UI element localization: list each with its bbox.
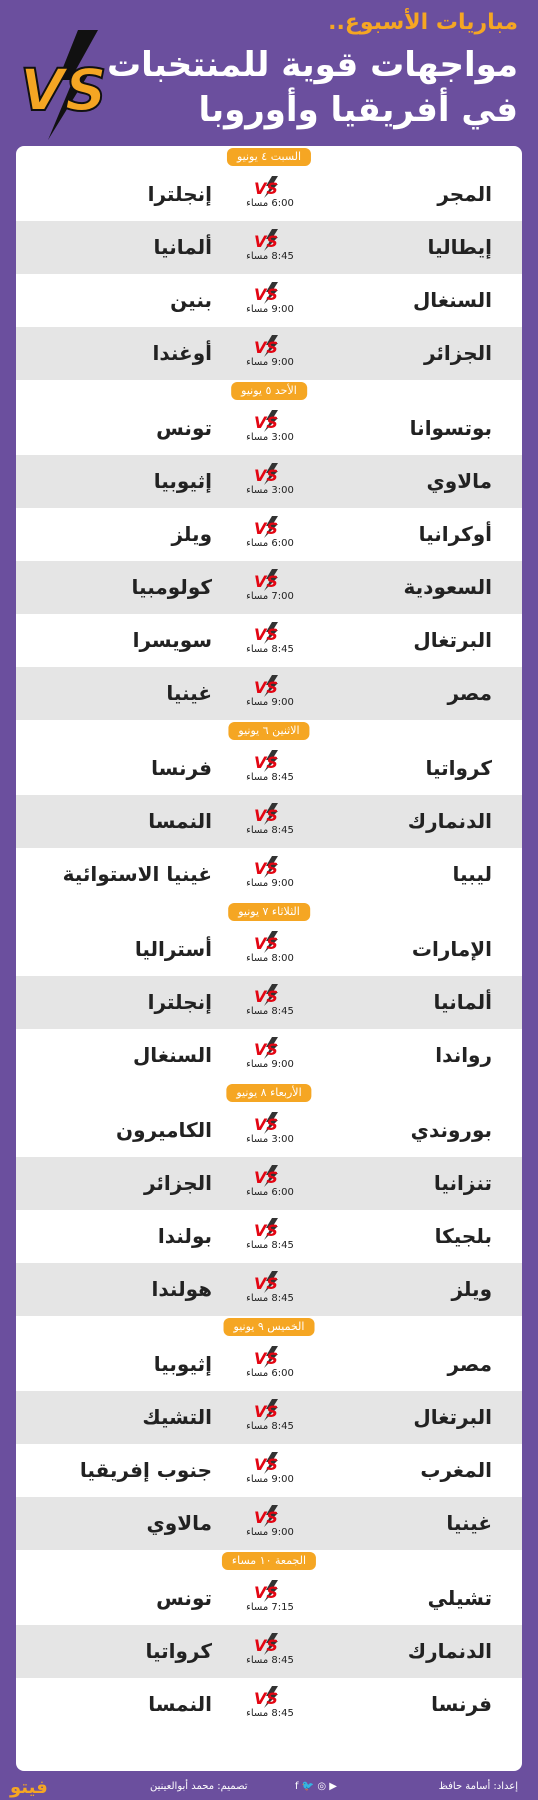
home-team: السعودية [403,575,492,599]
away-team: الكاميرون [116,1118,212,1142]
day-label: الأحد ٥ يونيو [231,382,307,400]
match-time: 3:00 مساء [246,432,294,443]
match-row [16,742,522,795]
away-team: النمسا [148,809,212,833]
day-label: السبت ٤ يونيو [227,148,311,166]
match-time: 7:00 مساء [246,591,294,602]
home-team: ليبيا [452,862,492,886]
svg-text:VS: VS [254,179,278,198]
vs-icon [252,1037,288,1059]
home-team: ويلز [451,1277,492,1301]
match-row [16,1678,522,1731]
away-team: ألمانيا [153,235,212,259]
svg-text:VS: VS [254,1636,278,1655]
home-team: الدنمارك [407,1639,492,1663]
away-team: إنجلترا [147,182,212,206]
match-row [16,1157,522,1210]
away-team: إثيوبيا [153,1352,212,1376]
vs-icon [252,229,288,251]
designer-credit: تصميم: محمد أبوالعينين [150,1781,248,1792]
home-team: كرواتيا [425,756,492,780]
svg-text:VS: VS [254,806,278,825]
match-time: 9:00 مساء [246,1474,294,1485]
home-team: بلجيكا [434,1224,492,1248]
home-team: ألمانيا [433,990,492,1014]
match-row [16,327,522,380]
svg-text:VS: VS [254,1274,278,1293]
away-team: كولومبيا [131,575,212,599]
away-team: النمسا [148,1692,212,1716]
home-team: إيطاليا [427,235,492,259]
vs-icon [252,675,288,697]
match-time: 8:45 مساء [246,772,294,783]
vs-icon [252,803,288,825]
home-team: غينيا [446,1511,492,1535]
day-matches [16,1104,522,1316]
vs-icon [252,1399,288,1421]
vs-icon [252,1218,288,1240]
match-row [16,1029,522,1082]
vs-icon [252,410,288,432]
home-team: البرتغال [413,628,492,652]
match-row [16,1572,522,1625]
vs-icon [252,463,288,485]
header [0,0,538,150]
svg-text:VS: VS [254,285,278,304]
match-row [16,1497,522,1550]
svg-text:VS: VS [254,1349,278,1368]
match-time: 3:00 مساء [246,485,294,496]
svg-text:VS: VS [254,678,278,697]
match-time: 8:45 مساء [246,1421,294,1432]
match-row [16,1391,522,1444]
vs-icon [252,569,288,591]
home-team: مصر [447,1352,492,1376]
away-team: كرواتيا [145,1639,212,1663]
match-time: 9:00 مساء [246,697,294,708]
day-matches [16,1572,522,1731]
day-header [16,720,522,742]
away-team: أوغندا [152,341,212,365]
match-row [16,923,522,976]
match-row [16,1625,522,1678]
day-header [16,380,522,402]
away-team: أستراليا [134,937,212,961]
svg-text:VS: VS [20,56,107,124]
svg-text:VS: VS [254,413,278,432]
home-team: الدنمارك [407,809,492,833]
svg-text:VS: VS [254,1221,278,1240]
match-time: 7:15 مساء [246,1602,294,1613]
away-team: ويلز [171,522,212,546]
match-time: 9:00 مساء [246,304,294,315]
vs-icon [252,984,288,1006]
matches-panel [16,146,522,1771]
day-header [16,1082,522,1104]
day-header [16,146,522,168]
vs-icon [252,1271,288,1293]
facebook-icon: f [295,1781,299,1792]
away-team: التشيك [142,1405,212,1429]
home-team: المجر [437,182,492,206]
home-team: المغرب [420,1458,492,1482]
home-team: السنغال [412,288,492,312]
vs-icon [252,856,288,878]
match-row [16,221,522,274]
header-kicker: مباريات الأسبوع.. [328,10,518,35]
youtube-icon: ▶ [329,1781,337,1792]
away-team: جنوب إفريقيا [79,1458,212,1482]
home-team: مالاوي [426,469,492,493]
svg-text:VS: VS [254,1402,278,1421]
away-team: إثيوبيا [153,469,212,493]
header-title-line1: مواجهات قوية للمنتخبات [106,45,518,85]
away-team: غينيا الاستوائية [62,862,212,886]
svg-text:VS: VS [254,625,278,644]
svg-text:VS: VS [254,987,278,1006]
match-time: 8:45 مساء [246,1006,294,1017]
svg-text:VS: VS [254,1115,278,1134]
vs-icon [252,1580,288,1602]
match-time: 9:00 مساء [246,878,294,889]
match-row [16,1104,522,1157]
home-team: الإمارات [411,937,492,961]
away-team: الجزائر [143,1171,212,1195]
match-row [16,614,522,667]
home-team: بوتسوانا [409,416,492,440]
vs-icon [252,1346,288,1368]
match-row [16,976,522,1029]
match-time: 9:00 مساء [246,1059,294,1070]
day-matches [16,742,522,901]
match-time: 8:00 مساء [246,953,294,964]
match-row [16,1444,522,1497]
day-label: الاثنين ٦ يونيو [228,722,309,740]
svg-text:VS: VS [254,1455,278,1474]
vs-icon [252,1686,288,1708]
match-time: 8:45 مساء [246,825,294,836]
home-team: فرنسا [431,1692,492,1716]
vs-icon [252,931,288,953]
away-team: إنجلترا [147,990,212,1014]
away-team: تونس [156,416,212,440]
away-team: بنين [170,288,212,312]
match-row [16,1338,522,1391]
svg-text:VS: VS [254,859,278,878]
match-row [16,848,522,901]
day-matches [16,1338,522,1550]
match-time: 6:00 مساء [246,1187,294,1198]
day-label: الثلاثاء ٧ يونيو [228,903,310,921]
match-time: 6:00 مساء [246,1368,294,1379]
match-row [16,168,522,221]
vs-icon [252,1112,288,1134]
svg-text:VS: VS [254,232,278,251]
instagram-icon: ◎ [317,1781,327,1792]
day-label: الأربعاء ٨ يونيو [226,1084,311,1102]
social-icons [295,1781,337,1792]
day-label: الجمعة ١٠ مساء [222,1552,316,1570]
day-matches [16,402,522,720]
vs-icon [252,335,288,357]
svg-text:VS: VS [254,519,278,538]
away-team: مالاوي [146,1511,212,1535]
match-time: 6:00 مساء [246,198,294,209]
vs-icon [252,750,288,772]
match-time: 9:00 مساء [246,1527,294,1538]
vs-icon [252,1452,288,1474]
header-title-line2: في أفريقيا وأوروبا [198,90,518,130]
away-team: بولندا [157,1224,212,1248]
day-matches [16,168,522,380]
match-time: 8:45 مساء [246,1293,294,1304]
away-team: السنغال [132,1043,212,1067]
away-team: سويسرا [132,628,212,652]
away-team: غينيا [166,681,212,705]
footer [0,1775,538,1800]
vs-icon [252,516,288,538]
day-label: الخميس ٩ يونيو [224,1318,315,1336]
away-team: هولندا [151,1277,212,1301]
day-header [16,1316,522,1338]
match-time: 8:45 مساء [246,1240,294,1251]
vs-icon [252,622,288,644]
match-time: 3:00 مساء [246,1134,294,1145]
away-team: تونس [156,1586,212,1610]
home-team: البرتغال [413,1405,492,1429]
match-time: 9:00 مساء [246,357,294,368]
vs-icon [252,1165,288,1187]
home-team: رواندا [435,1043,492,1067]
svg-text:VS: VS [254,934,278,953]
match-time: 8:45 مساء [246,1708,294,1719]
match-row [16,561,522,614]
match-row [16,667,522,720]
day-header [16,1550,522,1572]
match-row [16,795,522,848]
away-team: فرنسا [151,756,212,780]
match-row [16,402,522,455]
match-time: 8:45 مساء [246,1655,294,1666]
brand-logo: فيتو [10,1777,48,1798]
svg-text:VS: VS [254,1040,278,1059]
home-team: بوروندي [410,1118,492,1142]
match-time: 6:00 مساء [246,538,294,549]
home-team: مصر [447,681,492,705]
home-team: أوكرانيا [418,522,492,546]
svg-text:VS: VS [254,338,278,357]
twitter-icon: 🐦 [301,1781,315,1792]
home-team: تشيلي [427,1586,492,1610]
vs-icon [252,1633,288,1655]
match-row [16,1210,522,1263]
vs-icon [252,176,288,198]
svg-text:VS: VS [254,1689,278,1708]
svg-text:VS: VS [254,1168,278,1187]
match-row [16,274,522,327]
match-row [16,508,522,561]
match-time: 8:45 مساء [246,644,294,655]
svg-text:VS: VS [254,753,278,772]
home-team: الجزائر [423,341,492,365]
svg-text:VS: VS [254,466,278,485]
match-row [16,1263,522,1316]
vs-icon [252,1505,288,1527]
home-team: تنزانيا [433,1171,492,1195]
vs-icon [252,282,288,304]
svg-text:VS: VS [254,572,278,591]
svg-text:VS: VS [254,1508,278,1527]
match-row [16,455,522,508]
match-time: 8:45 مساء [246,251,294,262]
day-header [16,901,522,923]
svg-text:VS: VS [254,1583,278,1602]
author-credit: إعداد: أسامة حافظ [438,1781,518,1792]
day-matches [16,923,522,1082]
